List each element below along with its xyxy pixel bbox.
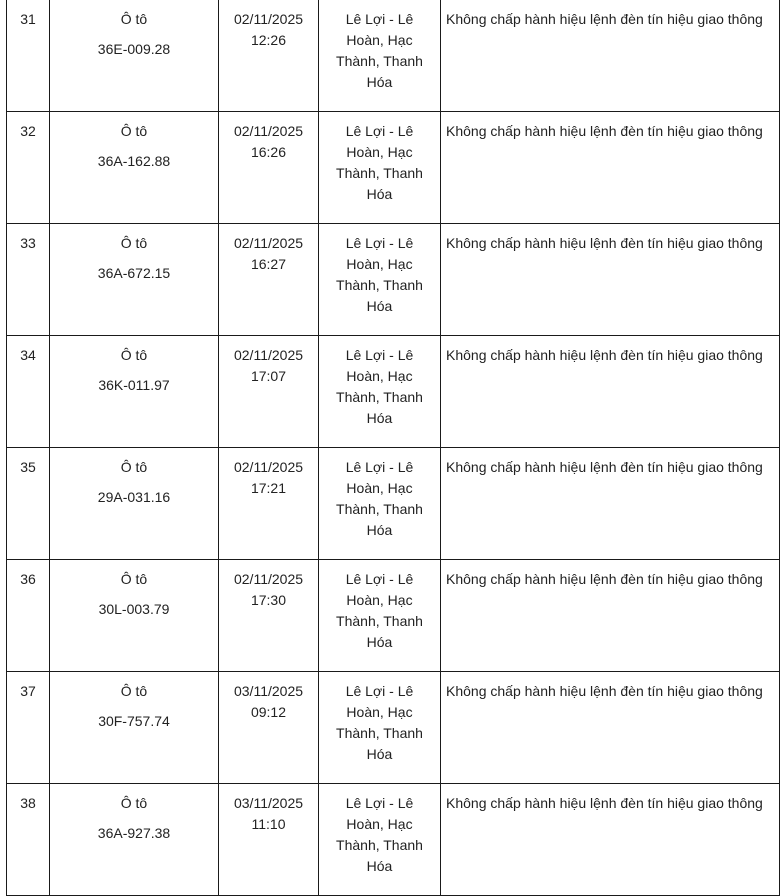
violation-date: 02/11/2025	[233, 571, 304, 587]
violation-date: 02/11/2025	[233, 235, 304, 251]
datetime-cell	[219, 0, 319, 112]
location-line: Hóa	[366, 522, 393, 538]
location-line: Lê Lợi - Lê	[345, 235, 414, 251]
vehicle-type: Ô tô	[120, 571, 148, 587]
location-line: Hoàn, Hạc	[346, 256, 413, 272]
vehicle-cell	[50, 112, 219, 224]
location-line: Lê Lợi - Lê	[345, 683, 414, 699]
location-line: Thành, Thanh	[336, 613, 423, 629]
location-line: Hoàn, Hạc	[346, 368, 413, 384]
table-row	[7, 448, 780, 560]
row-number: 37	[7, 672, 50, 784]
violation-time: 17:30	[250, 592, 287, 608]
location-line: Lê Lợi - Lê	[345, 123, 414, 139]
violation-date: 03/11/2025	[233, 683, 304, 699]
vehicle-cell	[50, 784, 219, 896]
vehicle-type: Ô tô	[120, 683, 148, 699]
violation-date: 02/11/2025	[233, 123, 304, 139]
table-row	[7, 336, 780, 448]
row-number: 32	[7, 112, 50, 224]
datetime-cell	[219, 560, 319, 672]
vehicle-type: Ô tô	[120, 459, 148, 475]
violation-date: 02/11/2025	[233, 11, 304, 27]
location-line: Hóa	[366, 634, 393, 650]
vehicle-cell	[50, 560, 219, 672]
violation-date: 02/11/2025	[233, 459, 304, 475]
location-cell	[319, 448, 441, 560]
violation-description: Không chấp hành hiệu lệnh đèn tín hiệu giao thông	[441, 672, 780, 784]
location-line: Lê Lợi - Lê	[345, 459, 414, 475]
license-plate: 36A-672.15	[97, 265, 171, 281]
location-line: Hoàn, Hạc	[346, 32, 413, 48]
violation-description: Không chấp hành hiệu lệnh đèn tín hiệu giao thông	[441, 560, 780, 672]
datetime-cell	[219, 784, 319, 896]
location-line: Hóa	[366, 298, 393, 314]
violation-time: 17:21	[250, 480, 287, 496]
violation-date: 02/11/2025	[233, 347, 304, 363]
location-line: Thành, Thanh	[336, 389, 423, 405]
vehicle-type: Ô tô	[120, 795, 148, 811]
location-line: Thành, Thanh	[336, 501, 423, 517]
table-row	[7, 224, 780, 336]
table-row	[7, 672, 780, 784]
row-number: 38	[7, 784, 50, 896]
vehicle-cell	[50, 336, 219, 448]
vehicle-cell	[50, 0, 219, 112]
location-line: Hoàn, Hạc	[346, 816, 413, 832]
violation-description: Không chấp hành hiệu lệnh đèn tín hiệu giao thông	[441, 336, 780, 448]
table-row	[7, 112, 780, 224]
location-line: Hóa	[366, 410, 393, 426]
location-line: Hóa	[366, 74, 393, 90]
vehicle-cell	[50, 672, 219, 784]
row-number: 33	[7, 224, 50, 336]
vehicle-type: Ô tô	[120, 347, 148, 363]
location-line: Thành, Thanh	[336, 837, 423, 853]
violation-description: Không chấp hành hiệu lệnh đèn tín hiệu giao thông	[441, 448, 780, 560]
datetime-cell	[219, 672, 319, 784]
location-line: Lê Lợi - Lê	[345, 571, 414, 587]
location-cell	[319, 224, 441, 336]
datetime-cell	[219, 224, 319, 336]
location-line: Hóa	[366, 858, 393, 874]
vehicle-type: Ô tô	[120, 235, 148, 251]
violation-date: 03/11/2025	[233, 795, 304, 811]
license-plate: 29A-031.16	[97, 489, 171, 505]
vehicle-cell	[50, 448, 219, 560]
license-plate: 36A-162.88	[97, 153, 171, 169]
violation-description: Không chấp hành hiệu lệnh đèn tín hiệu giao thông	[441, 0, 780, 112]
violation-description: Không chấp hành hiệu lệnh đèn tín hiệu giao thông	[441, 224, 780, 336]
table-row	[7, 560, 780, 672]
license-plate: 36A-927.38	[97, 825, 171, 841]
violation-time: 17:07	[250, 368, 287, 384]
license-plate: 36E-009.28	[97, 41, 171, 57]
vehicle-type: Ô tô	[120, 123, 148, 139]
row-number: 35	[7, 448, 50, 560]
datetime-cell	[219, 448, 319, 560]
location-line: Hóa	[366, 746, 393, 762]
location-cell	[319, 0, 441, 112]
violation-time: 16:27	[250, 256, 287, 272]
location-cell	[319, 784, 441, 896]
location-line: Lê Lợi - Lê	[345, 795, 414, 811]
vehicle-type: Ô tô	[120, 11, 148, 27]
row-number: 34	[7, 336, 50, 448]
location-cell	[319, 672, 441, 784]
row-number: 31	[7, 0, 50, 112]
violation-time: 16:26	[250, 144, 287, 160]
table-row	[7, 784, 780, 896]
license-plate: 30F-757.74	[98, 713, 170, 729]
table-row	[7, 0, 780, 112]
license-plate: 30L-003.79	[98, 601, 170, 617]
datetime-cell	[219, 336, 319, 448]
license-plate: 36K-011.97	[98, 377, 170, 393]
location-line: Hoàn, Hạc	[346, 480, 413, 496]
violation-description: Không chấp hành hiệu lệnh đèn tín hiệu giao thông	[441, 784, 780, 896]
violation-description: Không chấp hành hiệu lệnh đèn tín hiệu giao thông	[441, 112, 780, 224]
location-line: Thành, Thanh	[336, 165, 423, 181]
violation-time: 11:10	[251, 816, 286, 832]
location-line: Thành, Thanh	[336, 277, 423, 293]
location-cell	[319, 560, 441, 672]
location-line: Hóa	[366, 186, 393, 202]
vehicle-cell	[50, 224, 219, 336]
row-number: 36	[7, 560, 50, 672]
location-line: Thành, Thanh	[336, 725, 423, 741]
violation-time: 12:26	[250, 32, 287, 48]
location-line: Lê Lợi - Lê	[345, 11, 414, 27]
location-line: Hoàn, Hạc	[346, 592, 413, 608]
location-line: Hoàn, Hạc	[346, 144, 413, 160]
location-line: Hoàn, Hạc	[346, 704, 413, 720]
location-cell	[319, 112, 441, 224]
location-line: Thành, Thanh	[336, 53, 423, 69]
location-cell	[319, 336, 441, 448]
datetime-cell	[219, 112, 319, 224]
location-line: Lê Lợi - Lê	[345, 347, 414, 363]
violations-table	[6, 0, 780, 896]
violation-time: 09:12	[250, 704, 287, 720]
